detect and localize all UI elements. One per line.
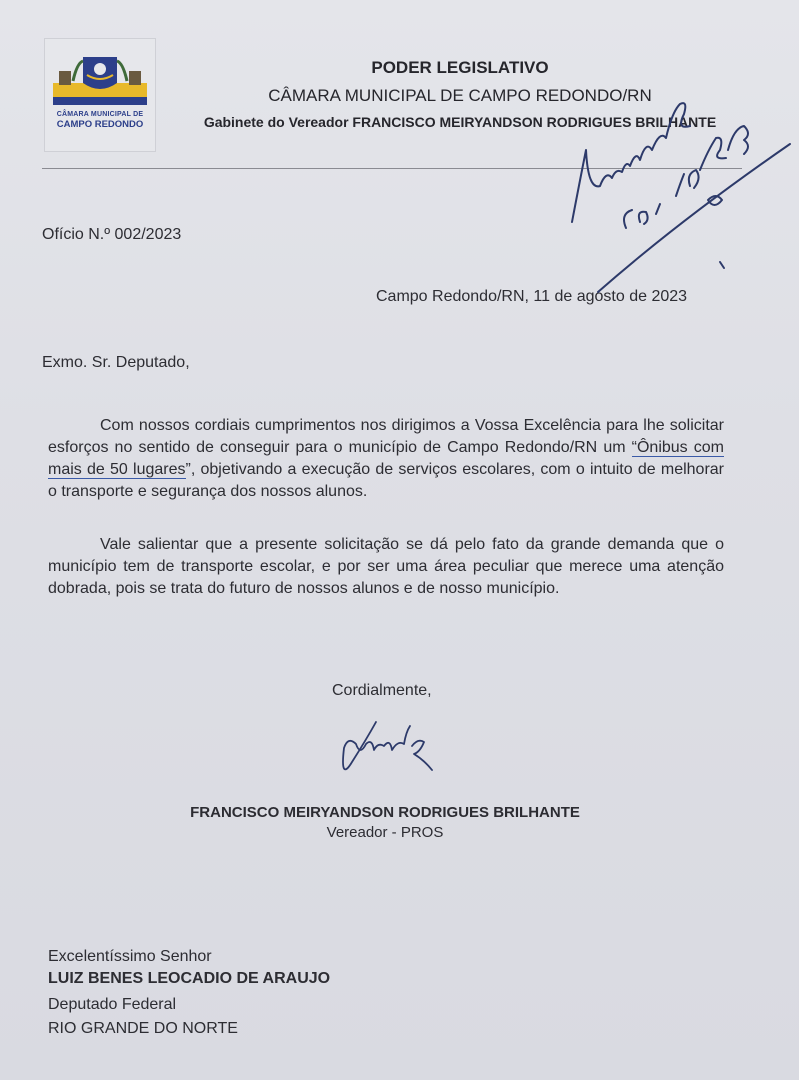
recipient-state: RIO GRANDE DO NORTE — [48, 1020, 238, 1037]
header-chamber: CÂMARA MUNICIPAL DE CAMPO REDONDO/RN — [268, 86, 652, 105]
p1-text-end: ”, objetivando a execução de serviços escolares, com o intuito de melhorar o transporte e segurança dos nossos alunos. — [48, 461, 725, 500]
closing: Cordialmente, — [332, 682, 432, 699]
header-power: PODER LEGISLATIVO — [371, 58, 549, 77]
body-paragraph-2: Vale salientar que a presente solicitação se dá pelo fato da grande demanda que o município tem de transporte escolar, e por ser uma área peculiar que merece uma atenção dobrada, pois se trata do futuro de nossos alunos e de nosso município. — [48, 536, 724, 597]
vocative: Exmo. Sr. Deputado, — [42, 354, 190, 371]
recipient-salutation: Excelentíssimo Senhor — [48, 948, 212, 965]
header-office: Gabinete do Vereador FRANCISCO MEIRYANDSON RODRIGUES BRILHANTE — [203, 114, 717, 130]
p1-highlight: “Ônibus com mais de 50 lugares — [48, 439, 724, 478]
recipient-name: LUIZ BENES LEOCADIO DE ARAUJO — [48, 970, 331, 987]
signatory-name: FRANCISCO MEIRYANDSON RODRIGUES BRILHANTE — [190, 804, 580, 821]
p1-text-start: Com nossos cordiais cumprimentos nos dirigimos a Vossa Excelência para lhe solicitar esforços no sentido de conseguir para o município de Campo Redondo/RN um — [48, 417, 724, 456]
signatory-role: Vereador - PROS — [326, 824, 444, 841]
signature — [343, 722, 432, 770]
letter-date: Campo Redondo/RN, 11 de agosto de 2023 — [376, 288, 688, 305]
recipient-title: Deputado Federal — [48, 996, 177, 1013]
logo-text-line2: CAMPO REDONDO — [56, 119, 144, 130]
oficio-number: Ofício N.º 002/2023 — [42, 226, 182, 243]
logo-text-line1: CÂMARA MUNICIPAL DE — [56, 111, 144, 118]
